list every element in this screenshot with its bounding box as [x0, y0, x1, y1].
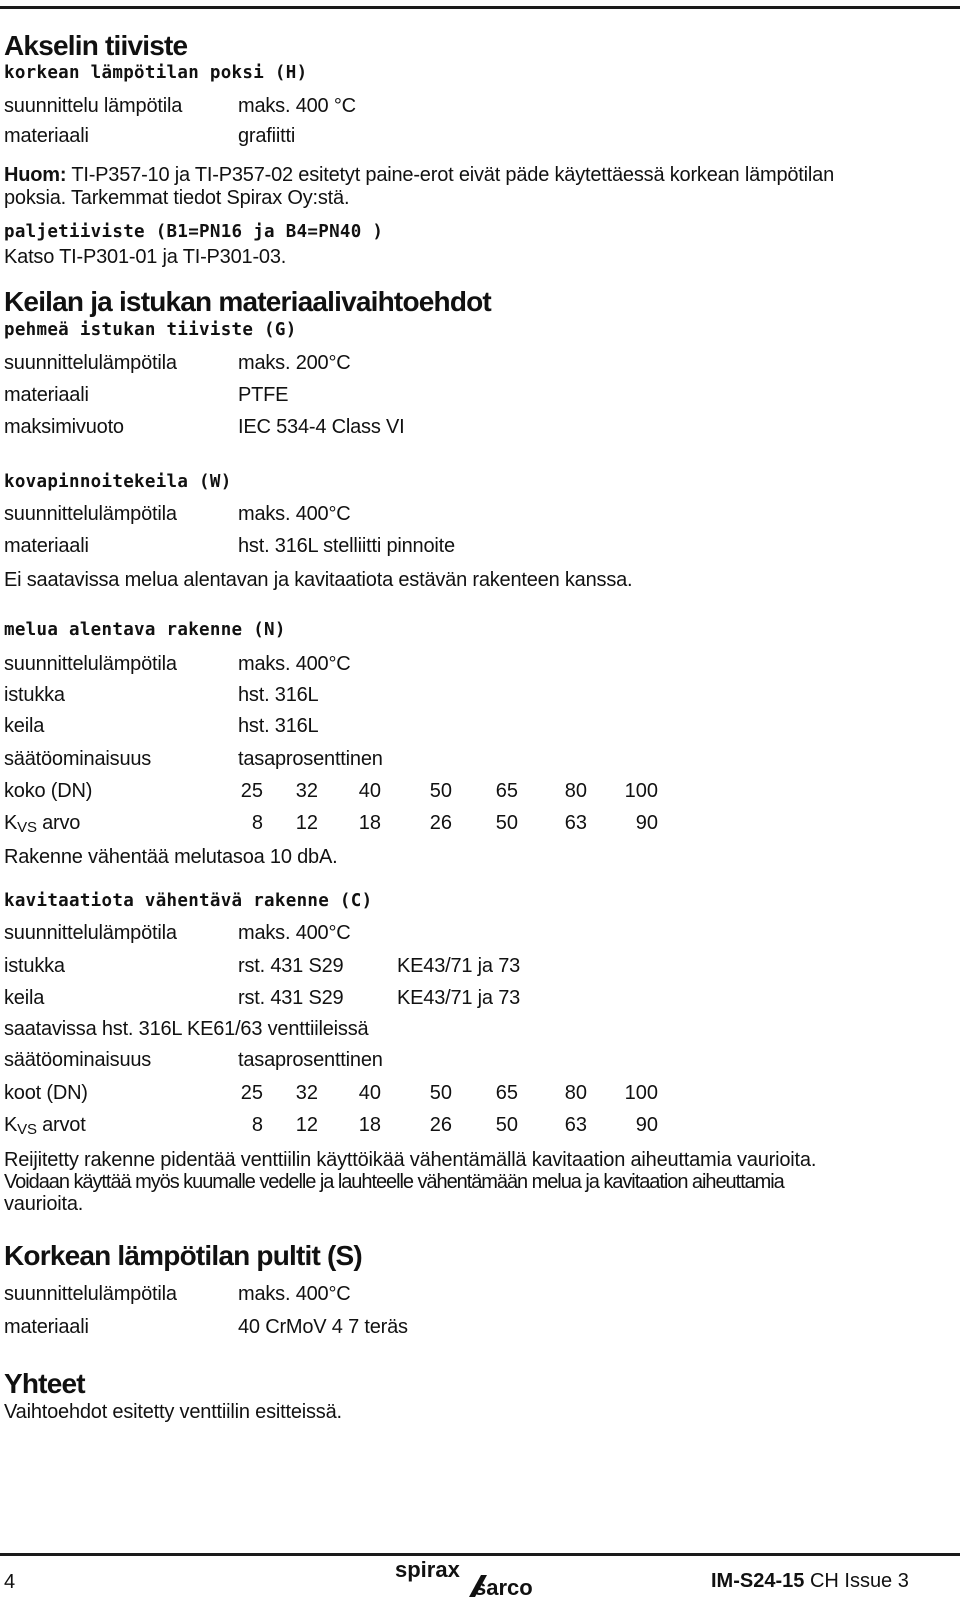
row-label: suunnittelulämpötila — [4, 922, 177, 944]
availability-note: saatavissa hst. 316L KE61/63 venttiileissä — [4, 1018, 369, 1040]
row-label: säätöominaisuus — [4, 748, 152, 770]
top-rule — [0, 6, 960, 9]
cavitation-heading: kavitaatiota vähentävä rakenne (C) — [4, 891, 373, 911]
row-label: suunnittelulämpötila — [4, 653, 177, 675]
size-label: koko (DN) — [4, 780, 93, 802]
table-cell: 50 — [495, 812, 518, 834]
row-label: keila — [4, 715, 45, 737]
soft-seat-heading: pehmeä istukan tiiviste (G) — [4, 320, 297, 340]
row-label: suunnittelulämpötila — [4, 503, 177, 525]
table-cell: 65 — [495, 1082, 518, 1104]
row-value: tasaprosenttinen — [238, 748, 383, 770]
row-value: rst. 431 S29 — [238, 955, 344, 977]
table-cell: 90 — [635, 812, 658, 834]
page-number: 4 — [4, 1571, 15, 1593]
note-text: TI-P357-10 ja TI-P357-02 esitetyt paine-erot eivät päde käytettäessä korkean lämpötilan — [66, 164, 834, 186]
section-title-plug-seat: Keilan ja istukan materiaalivaihtoehdot — [4, 286, 491, 317]
doc-reference — [711, 1570, 909, 1593]
row-value: maks. 200°C — [238, 352, 351, 374]
table-cell: 50 — [429, 780, 452, 802]
row-label: maksimivuoto — [4, 416, 124, 438]
kvs-sub: VS — [17, 1121, 37, 1138]
row-label: materiaali — [4, 125, 89, 147]
row-value: 40 CrMoV 4 7 teräs — [238, 1316, 408, 1338]
section-title-shaft-seal: Akselin tiiviste — [4, 30, 188, 61]
bellows-heading: paljetiiviste (B1=PN16 ja B4=PN40 ) — [4, 222, 384, 242]
table-cell: 90 — [635, 1114, 658, 1136]
table-cell: 12 — [295, 1114, 318, 1136]
table-cell: 25 — [240, 780, 263, 802]
row-value: hst. 316L — [238, 684, 319, 706]
row-label: säätöominaisuus — [4, 1049, 152, 1071]
table-cell: 40 — [358, 780, 381, 802]
bottom-rule — [0, 1553, 960, 1556]
row-value: grafiitti — [238, 125, 296, 147]
table-cell: 26 — [429, 812, 452, 834]
row-value: PTFE — [238, 384, 289, 406]
note-bold: Huom: — [4, 164, 67, 186]
connections-text: Vaihtoehdot esitetty venttiilin esitteissä. — [4, 1401, 342, 1423]
row-value: maks. 400°C — [238, 1283, 351, 1305]
kvs-rest: arvot — [36, 1114, 86, 1136]
row-value: hst. 316L stelliitti pinnoite — [238, 535, 455, 557]
row-value: hst. 316L — [238, 715, 319, 737]
kvs-label — [4, 812, 80, 836]
spirax-sarco-logo — [395, 1557, 563, 1599]
table-cell: 80 — [564, 780, 587, 802]
section-title-bolts: Korkean lämpötilan pultit (S) — [4, 1240, 362, 1271]
row-value: rst. 431 S29 — [238, 987, 344, 1009]
row-value: maks. 400°C — [238, 503, 351, 525]
section-title-connections: Yhteet — [4, 1368, 85, 1399]
kvs-sub: VS — [17, 819, 37, 836]
kvs-k: K — [4, 1114, 18, 1136]
cavitation-note-line: vaurioita. — [4, 1193, 84, 1215]
row-value: maks. 400°C — [238, 922, 351, 944]
row-label: materiaali — [4, 384, 89, 406]
row-label: keila — [4, 987, 45, 1009]
table-cell: 40 — [358, 1082, 381, 1104]
row-label: istukka — [4, 684, 65, 706]
doc-code: IM-S24-15 — [711, 1570, 805, 1592]
hi-temp-box-heading: korkean lämpötilan poksi (H) — [4, 63, 308, 83]
table-cell: 100 — [624, 1082, 658, 1104]
row-label: materiaali — [4, 1316, 89, 1338]
noise-note: Rakenne vähentää melutasoa 10 dbA. — [4, 846, 338, 868]
table-cell: 8 — [251, 812, 263, 834]
table-cell: 50 — [429, 1082, 452, 1104]
table-cell: 65 — [495, 780, 518, 802]
row-value: maks. 400°C — [238, 653, 351, 675]
cavitation-note-line: Reijitetty rakenne pidentää venttiilin käyttöikää vähentämällä kavitaation aiheuttamia vaurioita. — [4, 1149, 817, 1171]
table-cell: 32 — [295, 780, 318, 802]
table-cell: 25 — [240, 1082, 263, 1104]
kvs-k: K — [4, 812, 18, 834]
row-models: KE43/71 ja 73 — [397, 955, 521, 977]
table-cell: 12 — [295, 812, 318, 834]
row-value: IEC 534-4 Class VI — [238, 416, 405, 438]
row-label: istukka — [4, 955, 65, 977]
row-label: suunnittelulämpötila — [4, 1283, 177, 1305]
table-cell: 18 — [358, 812, 381, 834]
row-value: tasaprosenttinen — [238, 1049, 383, 1071]
kvs-label — [4, 1114, 86, 1138]
row-label: materiaali — [4, 535, 89, 557]
kvs-rest: arvo — [36, 812, 81, 834]
cavitation-note-line: Voidaan käyttää myös kuumalle vedelle ja lauhteelle vähentämään melua ja kavitaation aiheuttamia — [4, 1171, 784, 1193]
table-cell: 18 — [358, 1114, 381, 1136]
table-cell: 63 — [564, 1114, 587, 1136]
table-cell: 50 — [495, 1114, 518, 1136]
noise-heading: melua alentava rakenne (N) — [4, 620, 286, 640]
note-line: poksia. Tarkemmat tiedot Spirax Oy:stä. — [4, 187, 350, 209]
row-models: KE43/71 ja 73 — [397, 987, 521, 1009]
row-label: suunnittelu lämpötila — [4, 95, 183, 117]
table-cell: 32 — [295, 1082, 318, 1104]
logo-word-2: sarco — [474, 1575, 533, 1599]
row-value: maks. 400 °C — [238, 95, 356, 117]
table-cell: 8 — [251, 1114, 263, 1136]
size-label: koot (DN) — [4, 1082, 88, 1104]
hard-faced-heading: kovapinnoitekeila (W) — [4, 472, 232, 492]
table-cell: 63 — [564, 812, 587, 834]
note-line — [4, 164, 834, 187]
table-cell: 80 — [564, 1082, 587, 1104]
doc-issue: CH Issue 3 — [809, 1570, 909, 1592]
table-cell: 26 — [429, 1114, 452, 1136]
row-label: suunnittelulämpötila — [4, 352, 177, 374]
logo-word-1: spirax — [395, 1557, 460, 1582]
bellows-text: Katso TI-P301-01 ja TI-P301-03. — [4, 246, 287, 268]
hard-faced-note: Ei saatavissa melua alentavan ja kavitaatiota estävän rakenteen kanssa. — [4, 569, 633, 591]
table-cell: 100 — [624, 780, 658, 802]
